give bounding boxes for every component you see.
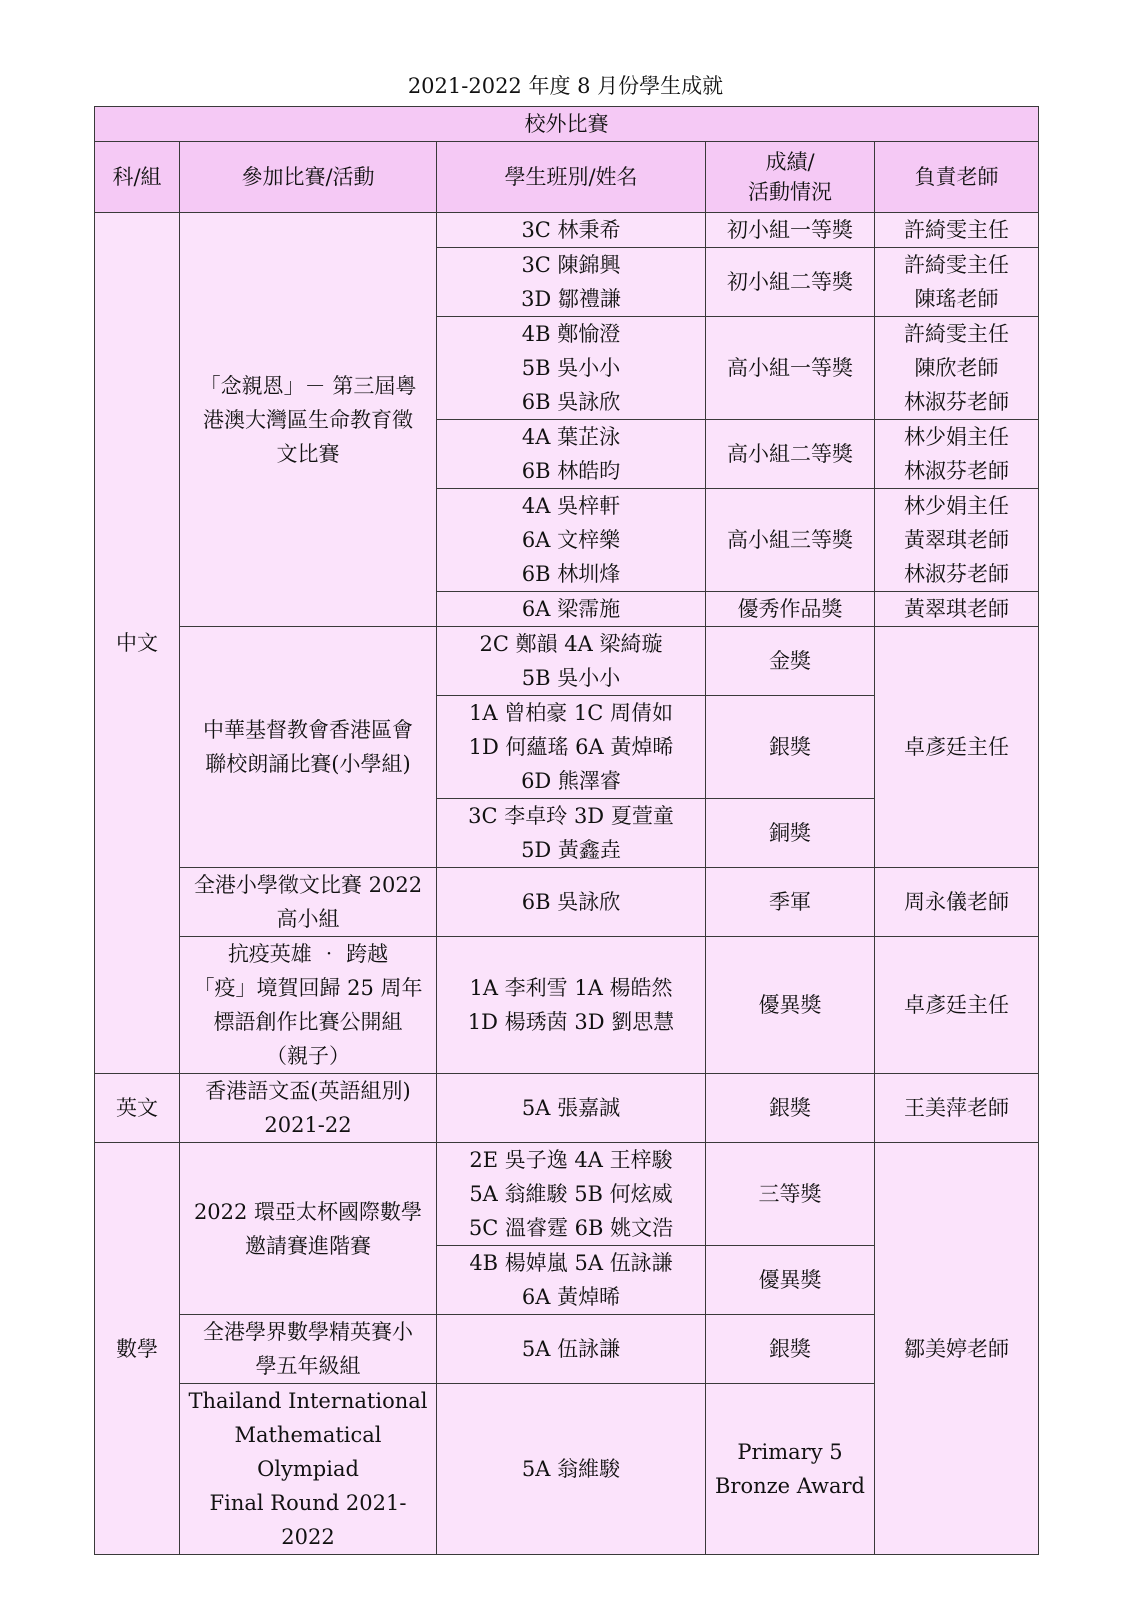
result-cell: 季軍	[706, 868, 875, 937]
competition-cell: 中華基督教會香港區會 聯校朗誦比賽(小學組)	[180, 627, 437, 868]
result-cell: 銅獎	[706, 799, 875, 868]
teacher-cell: 周永儀老師	[875, 868, 1039, 937]
teacher-cell: 許綺雯主任	[875, 213, 1039, 248]
column-header-result: 成績/ 活動情況	[706, 142, 875, 213]
competition-cell: 抗疫英雄 ‧ 跨越 「疫」境賀回歸 25 周年 標語創作比賽公開組 （親子）	[180, 937, 437, 1074]
students-cell: 5A 翁維駿	[437, 1384, 706, 1555]
students-cell: 5A 張嘉誠	[437, 1074, 706, 1143]
subject-cell: 英文	[95, 1074, 180, 1143]
result-cell: 優秀作品獎	[706, 592, 875, 627]
subject-cell: 數學	[95, 1143, 180, 1555]
competition-cell: 全港小學徵文比賽 2022 高小組	[180, 868, 437, 937]
teacher-cell: 許綺雯主任 陳瑤老師	[875, 248, 1039, 317]
students-cell: 3C 李卓玲 3D 夏萱童 5D 黃鑫垚	[437, 799, 706, 868]
teacher-cell: 林少娟主任 林淑芬老師	[875, 420, 1039, 489]
competition-cell: Thailand International Mathematical Olympiad Final Round 2021-2022	[180, 1384, 437, 1555]
result-cell: 優異獎	[706, 1246, 875, 1315]
achievements-table	[94, 106, 1039, 1555]
teacher-cell: 許綺雯主任 陳欣老師 林淑芬老師	[875, 317, 1039, 420]
students-cell: 2E 吳子逸 4A 王梓駿 5A 翁維駿 5B 何炫威 5C 溫睿霆 6B 姚文浩	[437, 1143, 706, 1246]
column-header-students: 學生班別/姓名	[437, 142, 706, 213]
result-cell: 銀獎	[706, 1315, 875, 1384]
students-cell: 6A 梁霈施	[437, 592, 706, 627]
competition-cell: 全港學界數學精英賽小 學五年級組	[180, 1315, 437, 1384]
students-cell: 3C 林秉希	[437, 213, 706, 248]
students-cell: 2C 鄭韻 4A 梁綺璇 5B 吳小小	[437, 627, 706, 696]
column-header-subject: 科/組	[95, 142, 180, 213]
document-title: 2021-2022 年度 8 月份學生成就	[407, 74, 724, 98]
column-header-teacher: 負責老師	[875, 142, 1039, 213]
students-cell: 4A 葉芷泳 6B 林皓昀	[437, 420, 706, 489]
column-header-competition: 參加比賽/活動	[180, 142, 437, 213]
students-cell: 4B 楊婥嵐 5A 伍詠謙 6A 黃焯晞	[437, 1246, 706, 1315]
result-cell: 金獎	[706, 627, 875, 696]
teacher-cell: 林少娟主任 黃翠琪老師 林淑芬老師	[875, 489, 1039, 592]
students-cell: 3C 陳錦興 3D 鄒禮謙	[437, 248, 706, 317]
result-cell: 銀獎	[706, 1074, 875, 1143]
teacher-cell: 鄒美婷老師	[875, 1143, 1039, 1555]
competition-cell: 「念親恩」－ 第三屆粵 港澳大灣區生命教育徵 文比賽	[180, 213, 437, 627]
teacher-cell: 卓彥廷主任	[875, 937, 1039, 1074]
result-cell: 高小組三等獎	[706, 489, 875, 592]
result-cell: 初小組一等獎	[706, 213, 875, 248]
result-cell: 優異獎	[706, 937, 875, 1074]
teacher-cell: 黃翠琪老師	[875, 592, 1039, 627]
students-cell: 4A 吳梓軒 6A 文梓樂 6B 林圳烽	[437, 489, 706, 592]
competition-cell: 2022 環亞太杯國際數學 邀請賽進階賽	[180, 1143, 437, 1315]
result-cell: Primary 5 Bronze Award	[706, 1384, 875, 1555]
competition-cell: 香港語文盃(英語組別) 2021-22	[180, 1074, 437, 1143]
teacher-cell: 卓彥廷主任	[875, 627, 1039, 868]
result-cell: 高小組二等獎	[706, 420, 875, 489]
section-header: 校外比賽	[95, 107, 1039, 142]
result-cell: 銀獎	[706, 696, 875, 799]
result-cell: 高小組一等獎	[706, 317, 875, 420]
students-cell: 1A 曾柏豪 1C 周倩如 1D 何蘊瑤 6A 黃焯晞 6D 熊澤睿	[437, 696, 706, 799]
result-cell: 初小組二等獎	[706, 248, 875, 317]
students-cell: 4B 鄭愉澄 5B 吳小小 6B 吳詠欣	[437, 317, 706, 420]
result-cell: 三等獎	[706, 1143, 875, 1246]
subject-cell: 中文	[95, 213, 180, 1074]
students-cell: 5A 伍詠謙	[437, 1315, 706, 1384]
students-cell: 1A 李利雪 1A 楊皓然 1D 楊琇茵 3D 劉思慧	[437, 937, 706, 1074]
students-cell: 6B 吳詠欣	[437, 868, 706, 937]
teacher-cell: 王美萍老師	[875, 1074, 1039, 1143]
